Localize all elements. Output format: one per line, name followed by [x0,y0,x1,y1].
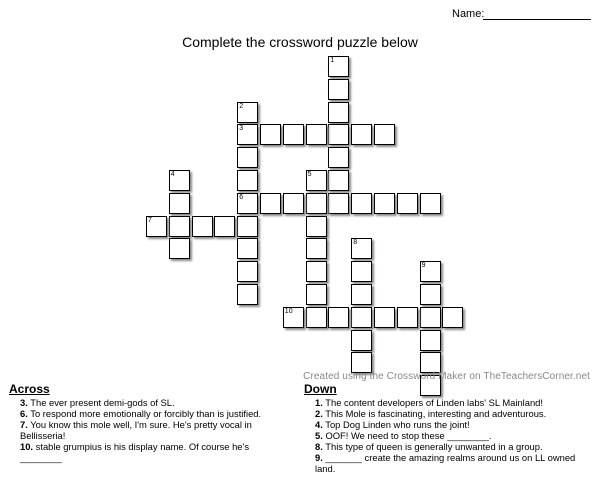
grid-cell[interactable] [328,193,349,214]
clue-text: stable grumpius is his display name. Of course he's ________ [20,441,250,463]
grid-cell[interactable] [169,238,190,259]
clue-down [315,408,592,419]
grid-cell[interactable] [328,56,349,77]
down-clues [304,384,592,474]
grid-cell[interactable] [306,238,327,259]
grid-cell[interactable] [351,307,372,328]
grid-cell[interactable] [169,193,190,214]
grid-cell[interactable] [237,193,258,214]
grid-cell[interactable] [351,261,372,282]
grid-cell[interactable] [328,307,349,328]
clue-number: 2. [315,408,323,419]
grid-cell[interactable] [351,193,372,214]
clue-down [315,397,592,408]
clue-across [20,441,291,463]
grid-cell[interactable] [397,307,418,328]
clue-number: 3. [20,397,28,408]
grid-cell[interactable] [169,170,190,191]
clue-down [315,419,592,430]
grid-cell[interactable] [237,170,258,191]
down-heading: Down [304,382,337,396]
grid-cell[interactable] [351,124,372,145]
clue-text: To respond more emotionally or forcibly than is justified. [30,408,262,419]
clue-across [20,397,291,408]
across-heading: Across [9,382,50,396]
across-clues [9,384,291,463]
clue-down [315,441,592,452]
grid-cell[interactable] [306,124,327,145]
grid-cell[interactable] [420,284,441,305]
clue-across [20,419,291,441]
grid-cell[interactable] [306,284,327,305]
cell-number: 2 [239,102,244,110]
grid-cell[interactable] [283,193,304,214]
grid-cell[interactable] [237,216,258,237]
grid-cell[interactable] [420,330,441,351]
grid-cell[interactable] [328,170,349,191]
grid-cell[interactable] [351,330,372,351]
grid-cell[interactable] [351,238,372,259]
clue-down [315,430,592,441]
grid-cell[interactable] [374,307,395,328]
grid-cell[interactable] [328,102,349,123]
cell-number: 8 [353,239,358,247]
clue-text: The content developers of Linden labs' SL Mainland! [325,397,543,408]
grid-cell[interactable] [306,193,327,214]
cell-number: 9 [421,262,426,270]
grid-cell[interactable] [306,216,327,237]
cell-number: 4 [170,171,175,178]
grid-cell[interactable] [260,193,281,214]
grid-cell[interactable] [306,170,327,191]
clue-text: Top Dog Linden who runs the joint! [325,419,470,430]
grid-cell[interactable] [351,284,372,305]
clue-number: 8. [315,441,323,452]
clue-number: 10. [20,441,34,452]
grid-cell[interactable] [237,284,258,305]
grid-cell[interactable] [146,216,167,237]
grid-cell[interactable] [283,307,304,328]
grid-cell[interactable] [328,147,349,168]
credit-text: Created using the Crossword Maker on TheTeachersCorner.net [303,371,590,382]
grid-cell[interactable] [328,124,349,145]
cell-number: 7 [148,216,152,224]
grid-cell[interactable] [328,79,349,100]
cell-number: 5 [307,171,312,178]
clue-text: This type of queen is generally unwanted in a group. [325,441,543,452]
cell-number: 10 [284,307,293,315]
clue-text: This Mole is fascinating, interesting and adventurous. [325,408,547,419]
grid-cell[interactable] [442,307,463,328]
clue-text: You know this mole well, I'm sure. He's pretty vocal in Bellisseria! [20,419,252,441]
grid-cell[interactable] [420,307,441,328]
name-label: Name: [452,8,485,20]
grid-cell[interactable] [169,216,190,237]
clue-text: The ever present demi-gods of SL. [30,397,175,408]
clue-text: _______ create the amazing realms around us on LL owned land. [315,452,576,474]
clue-down [315,452,592,474]
grid-cell[interactable] [306,307,327,328]
cell-number: 3 [239,125,244,133]
clue-number: 1. [315,397,323,408]
grid-cell[interactable] [237,238,258,259]
grid-cell[interactable] [420,193,441,214]
grid-cell[interactable] [420,261,441,282]
page-title: Complete the crossword puzzle below [182,34,418,50]
grid-cell[interactable] [397,193,418,214]
grid-cell[interactable] [237,147,258,168]
clue-number: 4. [315,419,323,430]
grid-cell[interactable] [374,193,395,214]
cell-number: 6 [239,193,244,201]
grid-cell[interactable] [237,102,258,123]
clue-number: 7. [20,419,28,430]
grid-cell[interactable] [283,124,304,145]
clue-number: 5. [315,430,323,441]
clue-number: 9. [315,452,323,463]
clue-across [20,408,291,419]
cell-number: 1 [330,57,335,64]
grid-cell[interactable] [214,216,235,237]
grid-cell[interactable] [260,124,281,145]
grid-cell[interactable] [374,124,395,145]
clue-number: 6. [20,408,28,419]
grid-cell[interactable] [306,261,327,282]
grid-cell[interactable] [192,216,213,237]
grid-cell[interactable] [237,261,258,282]
grid-cell[interactable] [237,124,258,145]
clue-text: OOF! We need to stop these ________. [325,430,492,441]
